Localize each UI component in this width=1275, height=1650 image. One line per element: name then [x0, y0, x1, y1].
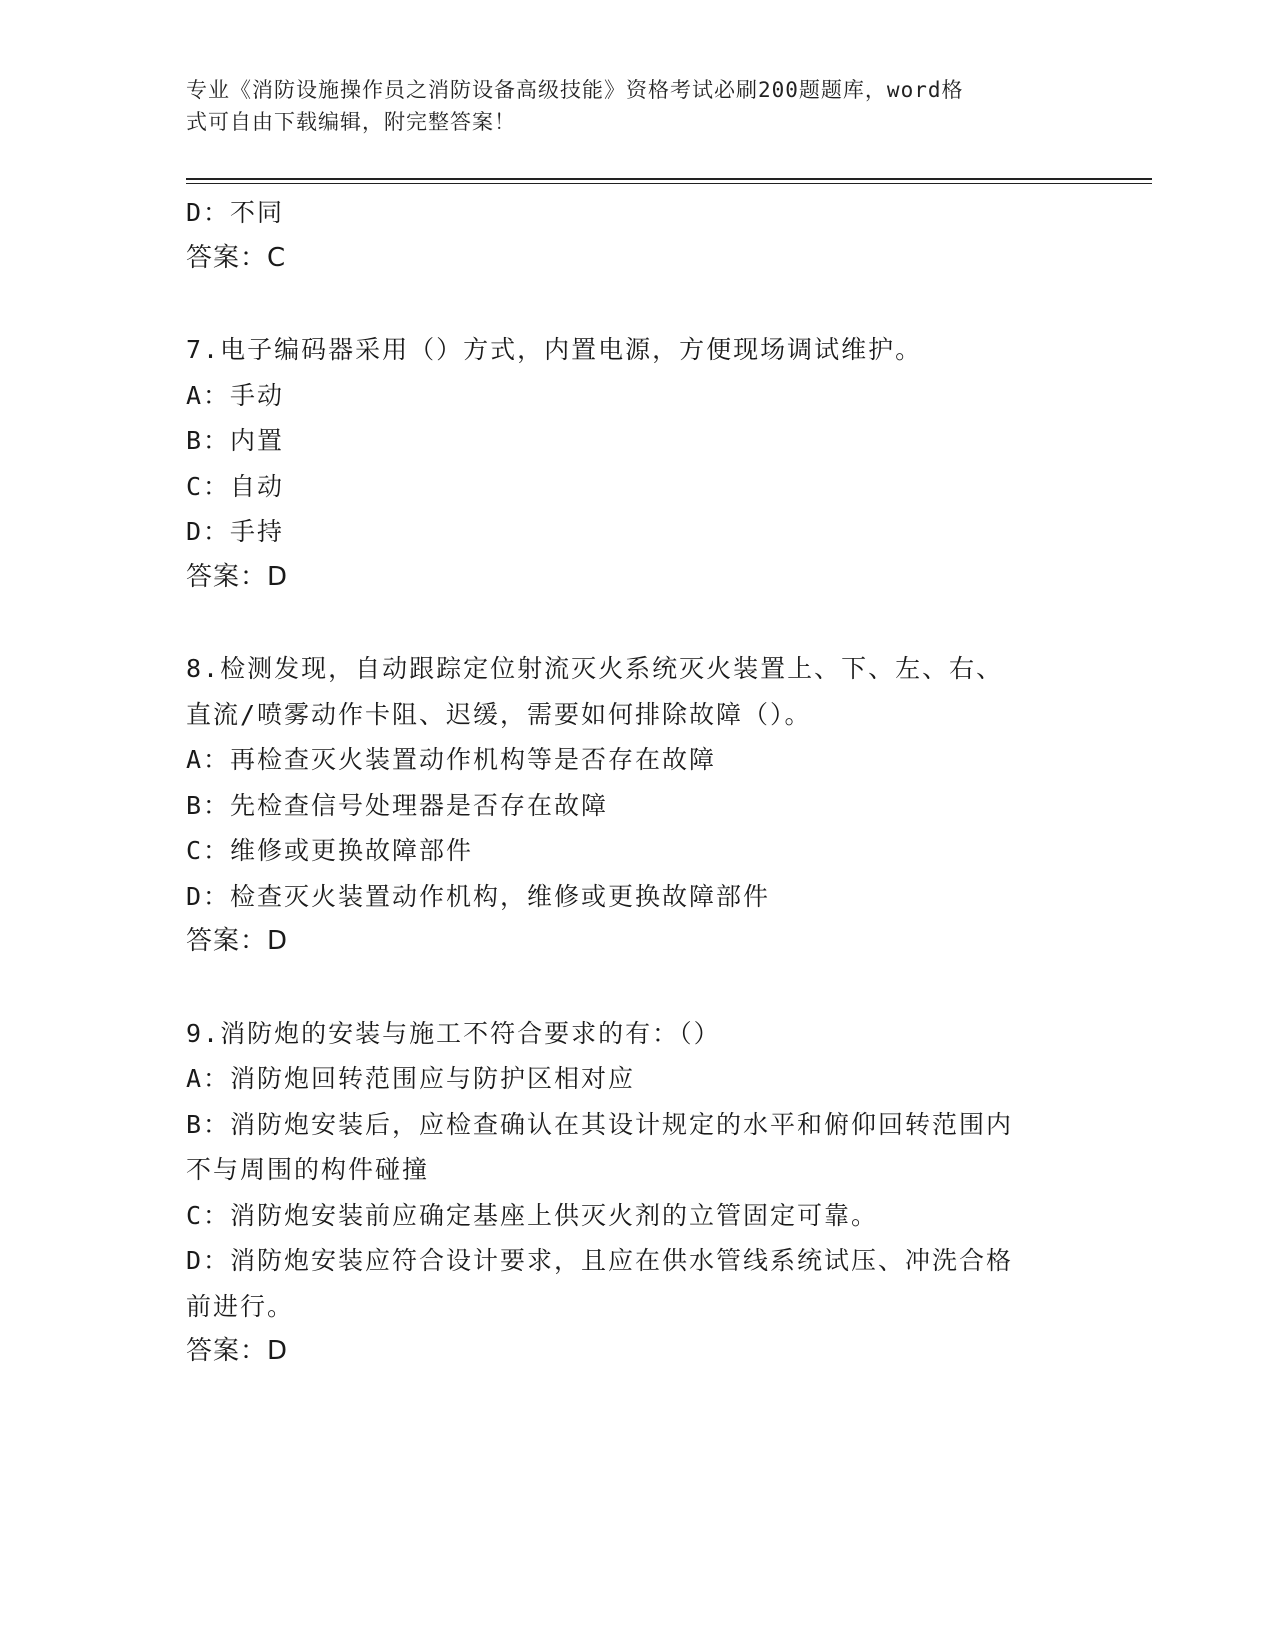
q8-option-b: B：先检查信号处理器是否存在故障	[186, 790, 609, 820]
q9-option-a: A：消防炮回转范围应与防护区相对应	[186, 1064, 636, 1093]
q8-option-c: C：维修或更换故障部件	[186, 836, 474, 865]
q9-option-d-line-2: 前进行。	[186, 1291, 295, 1321]
q8-answer: 答案：D	[186, 926, 289, 956]
prev-option-d: D：不同	[186, 198, 285, 227]
q8-option-a: A：再检查灭火装置动作机构等是否存在故障	[186, 745, 717, 774]
header-divider-thick	[186, 178, 1152, 180]
header-line-1: 专业《消防设施操作员之消防设备高级技能》资格考试必刷200题题库，word格	[186, 78, 964, 102]
q7-option-a: A：手动	[186, 380, 285, 410]
q7-option-b: B：内置	[186, 426, 285, 455]
q9-option-b-line-1: B：消防炮安装后，应检查确认在其设计规定的水平和俯仰回转范围内	[186, 1109, 1014, 1139]
spacer	[186, 600, 1086, 646]
q9-option-b-line-2: 不与周围的构件碰撞	[186, 1155, 430, 1184]
q7-option-d: D：手持	[186, 517, 285, 546]
prev-answer: 答案：C	[186, 242, 287, 273]
q7-option-c: C：自动	[186, 471, 285, 501]
spacer	[186, 965, 1086, 1011]
question-content	[186, 190, 1086, 1375]
q9-answer: 答案：D	[186, 1336, 289, 1366]
header-line-2: 式可自由下载编辑，附完整答案！	[186, 110, 516, 134]
q8-stem-line-1: 8.检测发现，自动跟踪定位射流灭火系统灭火装置上、下、左、右、	[186, 654, 1004, 683]
q9-option-d-line-1: D：消防炮安装应符合设计要求，且应在供水管线系统试压、冲洗合格	[186, 1246, 1014, 1275]
q9-stem: 9.消防炮的安装与施工不符合要求的有：（）	[186, 1018, 721, 1048]
document-header	[186, 74, 1066, 138]
q7-stem: 7.电子编码器采用（）方式，内置电源，方便现场调试维护。	[186, 335, 923, 364]
q9-option-c: C：消防炮安装前应确定基座上供灭火剂的立管固定可靠。	[186, 1200, 879, 1230]
q8-stem-line-2: 直流/喷雾动作卡阻、迟缓，需要如何排除故障（）。	[186, 699, 812, 729]
q7-answer: 答案：D	[186, 561, 289, 592]
spacer	[186, 281, 1086, 327]
header-divider-thin	[186, 183, 1152, 184]
q8-option-d: D：检查灭火装置动作机构，维修或更换故障部件	[186, 881, 771, 911]
